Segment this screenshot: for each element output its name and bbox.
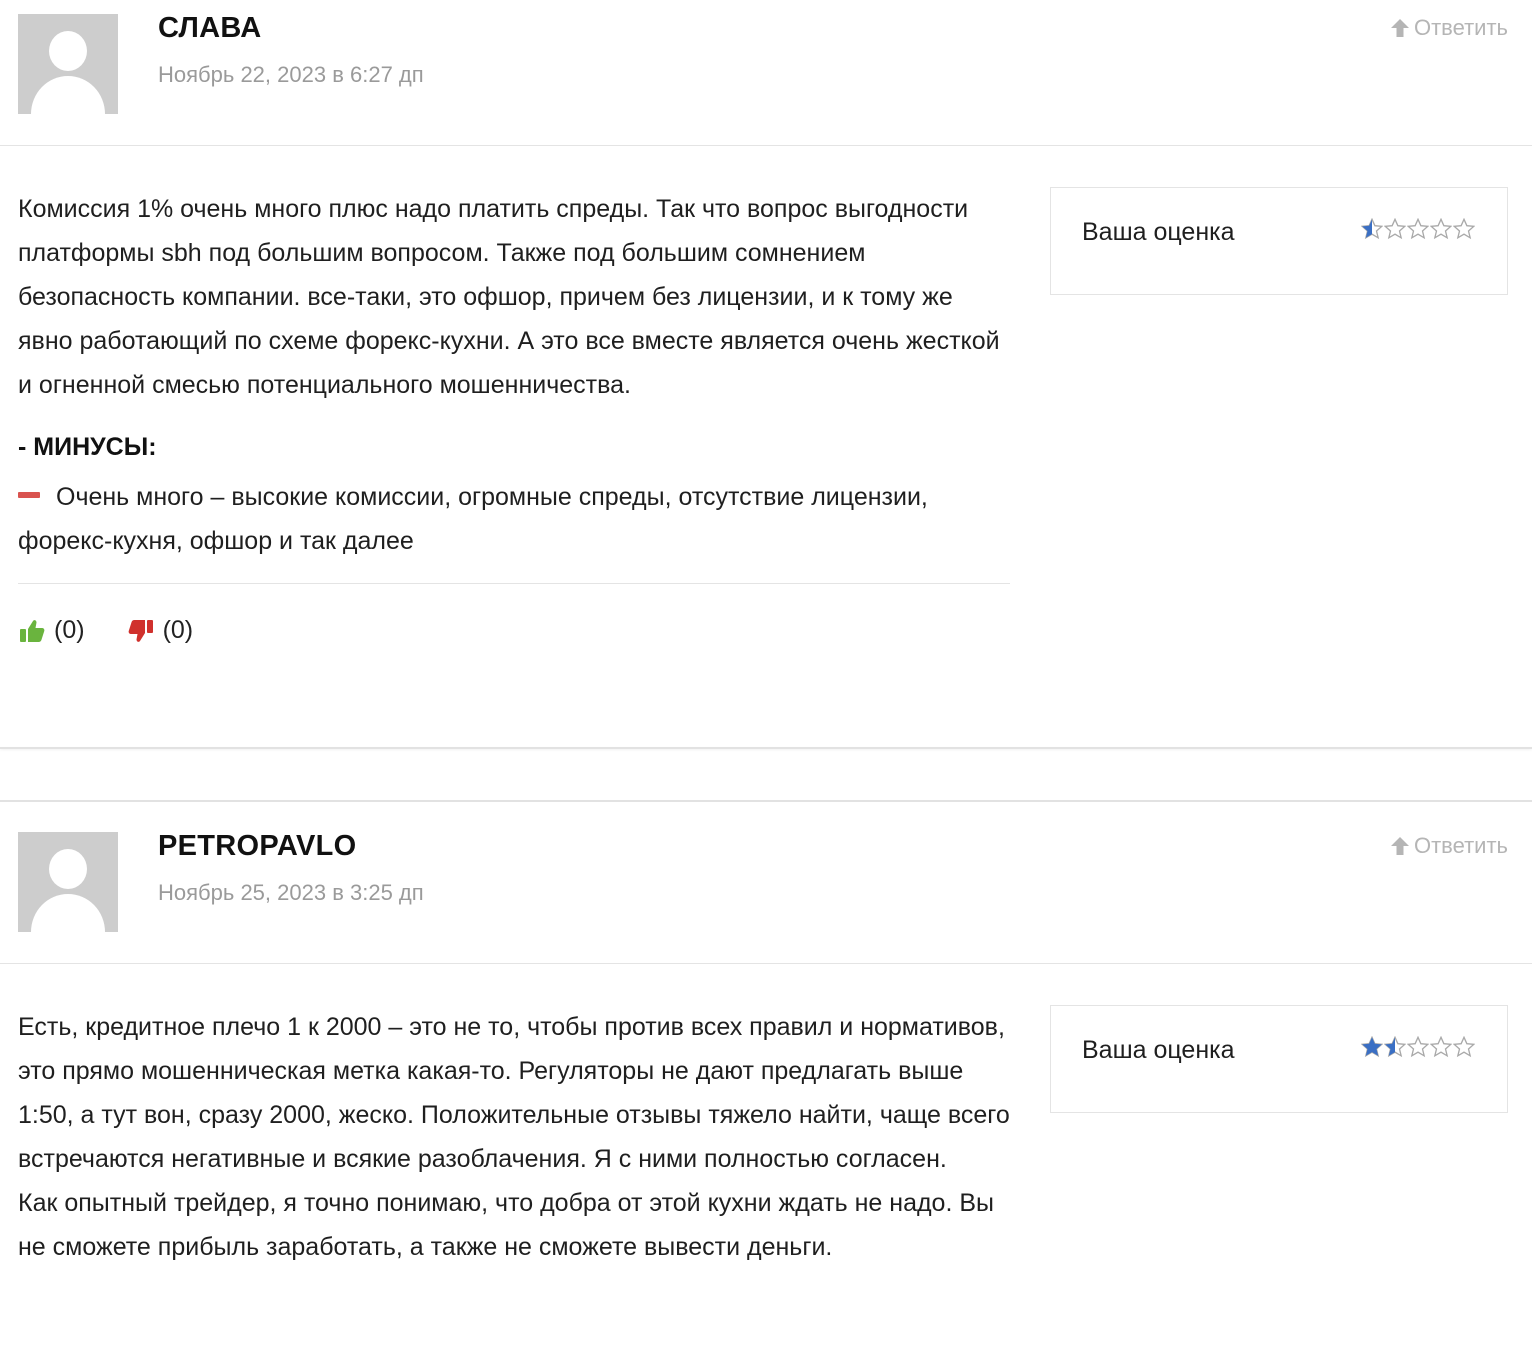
avatar-head-shape	[49, 849, 87, 889]
star-icon[interactable]	[1384, 1036, 1406, 1058]
comment-header	[0, 802, 1532, 964]
reply-button[interactable]	[1389, 833, 1508, 859]
avatar	[18, 14, 118, 114]
avatar	[18, 832, 118, 932]
comment-date: Ноябрь 25, 2023 в 3:25 дп	[158, 880, 424, 905]
divider	[18, 583, 1010, 584]
star-icon[interactable]	[1430, 1036, 1452, 1058]
comment-header	[0, 0, 1532, 146]
comment-separator	[0, 747, 1532, 749]
rating-stars[interactable]	[1360, 1036, 1475, 1058]
star-icon[interactable]	[1453, 1036, 1475, 1058]
dislike-count: (0)	[162, 616, 194, 644]
rating-label: Ваша оценка	[1082, 1036, 1235, 1064]
comment-paragraph: Комиссия 1% очень много плюс надо платить спреды. Так что вопрос выгодности платформы sbh под большим вопросом. Также под большим сомнением безопасность компании. все-таки, это офшор, причем без лицензии, и к тому же явно работающий по схеме форекс-кухни. А это все вместе является очень жесткой и огненной смесью потенциального мошенничества.	[18, 195, 1000, 399]
rating-box	[1050, 1005, 1508, 1113]
avatar-body-shape	[31, 76, 105, 114]
star-icon[interactable]	[1407, 1036, 1429, 1058]
minus-item	[18, 475, 1010, 563]
minus-text: Очень много – высокие комиссии, огромные спреды, отсутствие лицензии, форекс-кухня, офшор и так далее	[18, 483, 928, 555]
avatar-head-shape	[49, 31, 87, 71]
reply-label: Ответить	[1413, 833, 1508, 858]
reply-button[interactable]	[1389, 15, 1508, 41]
minus-mark-icon	[18, 492, 40, 498]
dislike-button[interactable]	[127, 616, 194, 645]
comment-author: PETROPAVLO	[158, 830, 357, 862]
arrow-up-icon	[1389, 835, 1411, 857]
comment-text-column	[18, 1005, 1010, 1269]
star-icon[interactable]	[1430, 218, 1452, 240]
star-icon[interactable]	[1407, 218, 1429, 240]
rating-stars[interactable]	[1360, 218, 1475, 240]
star-icon[interactable]	[1384, 218, 1406, 240]
comment-2	[0, 800, 1532, 1362]
vote-bar	[18, 616, 1010, 645]
like-count: (0)	[54, 616, 85, 644]
comment-paragraph: Есть, кредитное плечо 1 к 2000 – это не то, чтобы против всех правил и нормативов, это прямо мошенническая метка какая-то. Регуляторы не дают предлагать выше 1:50, а тут вон, сразу 2000, жеско. Положительные отзывы тяжело найти, чаще всего встречаются негативные и всякие разоблачения. Я с ними полностью согласен.	[18, 1013, 1010, 1173]
comment-date: Ноябрь 22, 2023 в 6:27 дп	[158, 62, 424, 87]
minus-title: - МИНУСЫ:	[18, 433, 157, 461]
reply-label: Ответить	[1413, 15, 1508, 40]
thumbs-down-icon	[127, 617, 155, 645]
like-button[interactable]	[18, 616, 85, 645]
star-icon[interactable]	[1361, 1036, 1383, 1058]
comment-author: СЛАВА	[158, 12, 262, 44]
comment-paragraph: Как опытный трейдер, я точно понимаю, что добра от этой кухни ждать не надо. Вы не сможете прибыль заработать, а также не сможете вывести деньги.	[18, 1189, 995, 1261]
arrow-up-icon	[1389, 17, 1411, 39]
comment-text-column	[18, 187, 1010, 645]
thumbs-up-icon	[18, 617, 46, 645]
avatar-body-shape	[31, 894, 105, 932]
star-icon[interactable]	[1453, 218, 1475, 240]
star-icon[interactable]	[1361, 218, 1383, 240]
rating-box	[1050, 187, 1508, 295]
rating-label: Ваша оценка	[1082, 218, 1235, 246]
